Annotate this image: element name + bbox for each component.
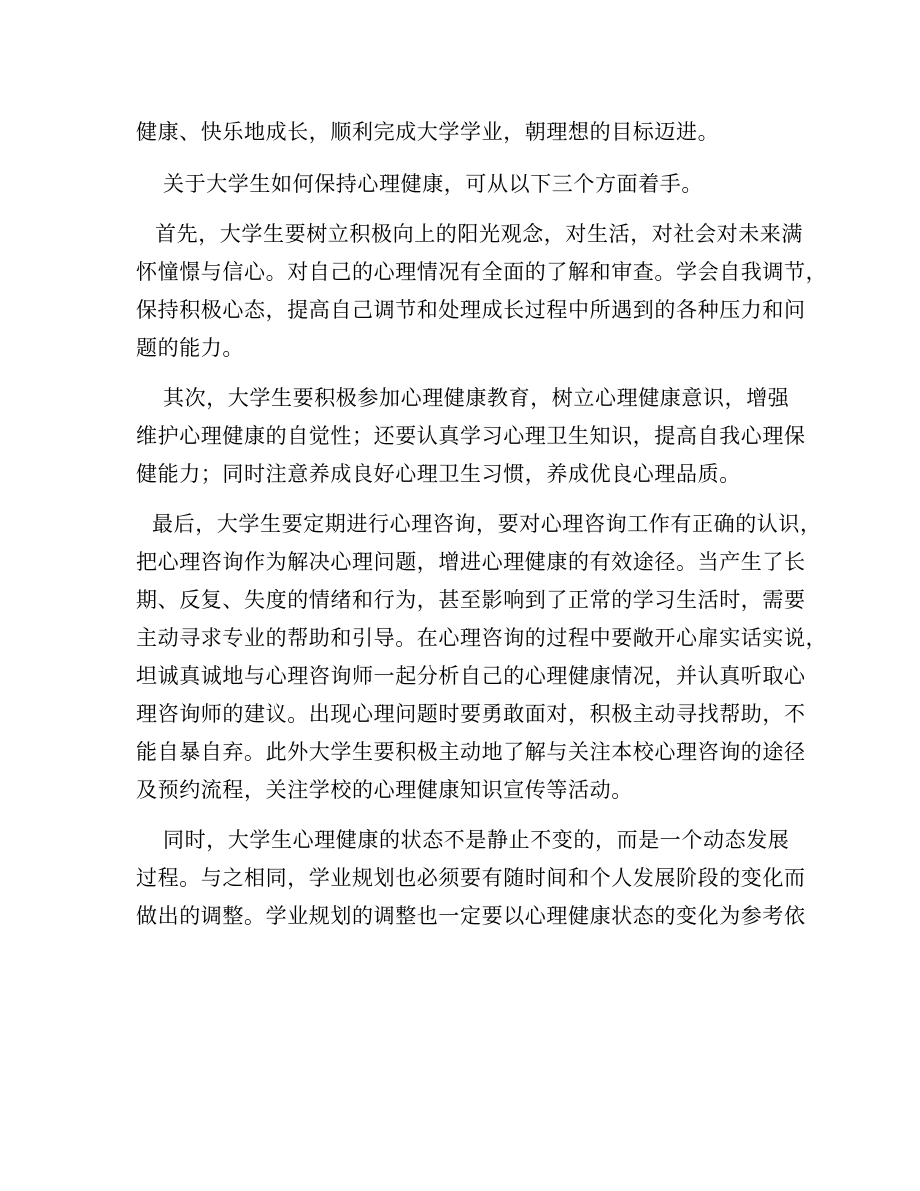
text-line: 健能力；同时注意养成良好心理卫生习惯，养成优良心理品质。 xyxy=(136,462,741,486)
text-line: 把心理咨询作为解决心理问题，增进心理健康的有效途径。当产生了长 xyxy=(136,550,806,574)
text-line: 首先，大学生要树立积极向上的阳光观念，对生活，对社会对未来满 xyxy=(155,222,803,246)
text-line: 做出的调整。学业规划的调整也一定要以心理健康状态的变化为参考依 xyxy=(136,904,806,928)
text-line: 关于大学生如何保持心理健康，可从以下三个方面着手。 xyxy=(163,172,703,196)
text-line: 怀憧憬与信心。对自己的心理情况有全面的了解和审查。学会自我调节， xyxy=(136,260,828,284)
text-line: 及预约流程，关注学校的心理健康知识宣传等活动。 xyxy=(136,778,633,802)
text-line: 过程。与之相同，学业规划也必须要有随时间和个人发展阶段的变化而 xyxy=(136,866,806,890)
text-line: 其次，大学生要积极参加心理健康教育，树立心理健康意识，增强 xyxy=(163,386,790,410)
text-line: 主动寻求专业的帮助和引导。在心理咨询的过程中要敞开心扉实话实说， xyxy=(136,626,828,650)
text-line: 维护心理健康的自觉性；还要认真学习心理卫生知识，提高自我心理保 xyxy=(136,424,806,448)
text-line: 同时，大学生心理健康的状态不是静止不变的，而是一个动态发展 xyxy=(163,828,790,852)
text-line: 健康、快乐地成长，顺利完成大学学业，朝理想的目标迈进。 xyxy=(136,120,720,144)
text-line: 能自暴自弃。此外大学生要积极主动地了解与关注本校心理咨询的途径 xyxy=(136,740,806,764)
text-line: 保持积极心态，提高自己调节和处理成长过程中所遇到的各种压力和问 xyxy=(136,298,806,322)
text-line: 理咨询师的建议。出现心理问题时要勇敢面对，积极主动寻找帮助，不 xyxy=(136,702,806,726)
text-line: 最后，大学生要定期进行心理咨询，要对心理咨询工作有正确的认识， xyxy=(152,512,822,536)
text-line: 题的能力。 xyxy=(136,336,244,360)
text-line: 坦诚真诚地与心理咨询师一起分析自己的心理健康情况，并认真听取心 xyxy=(136,664,806,688)
text-line: 期、反复、失度的情绪和行为，甚至影响到了正常的学习生活时，需要 xyxy=(136,588,806,612)
